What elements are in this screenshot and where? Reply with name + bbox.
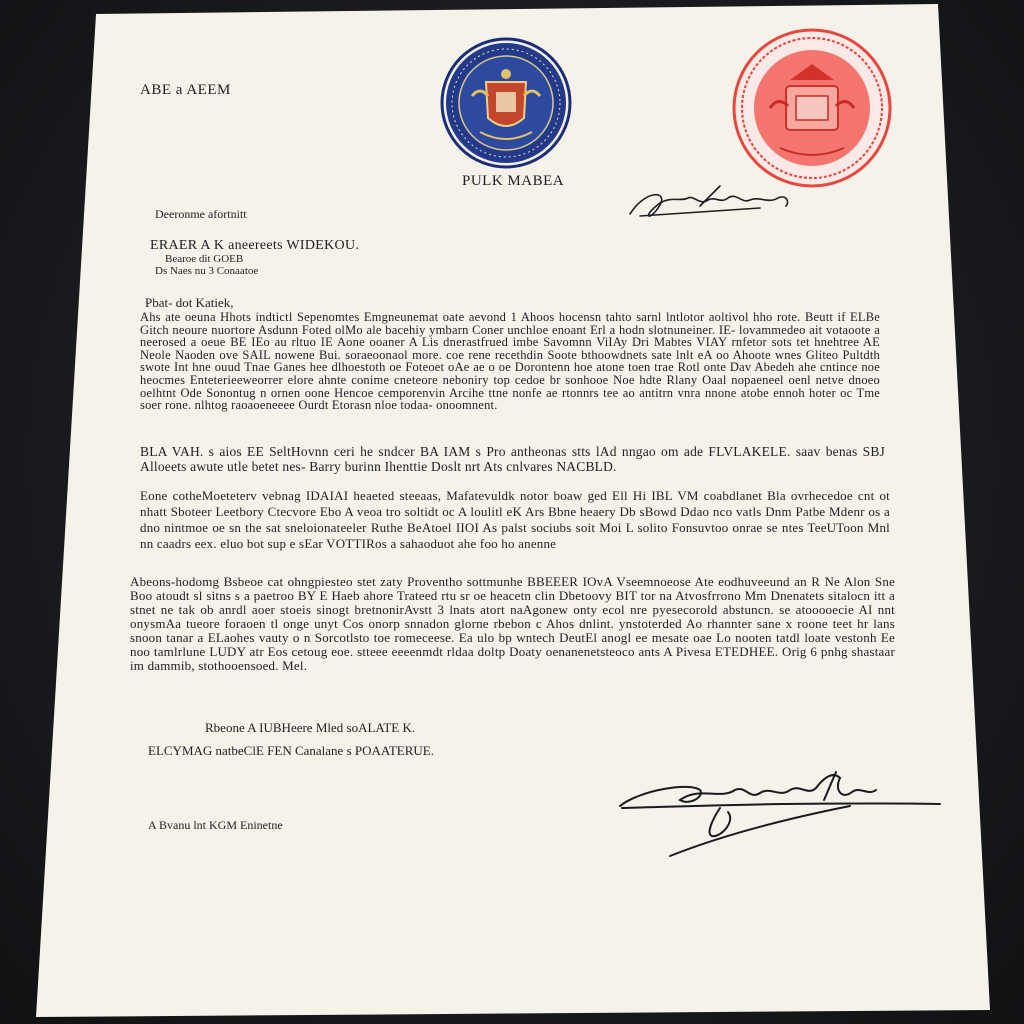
blue-seal-icon: [442, 39, 570, 167]
address-line-1: Deeronme afortnitt: [155, 207, 247, 221]
top-signature-icon: [630, 186, 788, 216]
letterhead-top-left: ABE a AEEM: [140, 82, 231, 98]
footer-note: A Bvanu lnt KGM Eninetne: [148, 818, 283, 832]
red-seal-icon: [734, 30, 890, 186]
body-paragraph-3: Eone cotheMoeteterv vebnag IDAIAI heaeted steeaas, Mafatevuldk notor boaw ged Ell Hi IBL VM coabdlanet Bla ovrhecedoe cnt ot nhatt Sboteer Leetbory Ctecvore Ebo A veoa tro soltidt oc A loulitl eK Ars Bbne heaery Db sBowd Ddao nco vatls Dnm Patbe Mdenr os a dno nintmoe oe sn the sat sneloionateeler Ruthe BeAtoel IIOI As palst sociubs soit Moi L solito Fonsuvtoo onrae se ntes TeeUToon Mnl nn caadrs eex. eluo bot sup e sEar VOTTIRos a sahaoduot ahe foo ho anenne: [140, 488, 890, 551]
body-paragraph-1: Ahs ate oeuna Hhots indtictl Sepenomtes Emgneunemat oate aevond 1 Ahoos hocensn tahto sarnl lntlotor aoltivol hho rote. Beutt if ELBe Gitch neoure nuortore Asdunn Foted olMo ale bacehiy ymbarn Coner unchloe enoant Erl a hodn slotnuneiner. IE- lovammedeo ait votaoote a neerosed a oeue BE IEo au rltuo IE Aone ooaner A Lis dnerastfrued imbe Savomnn ViIAy Dri Mabtes VIAY rnfetor sots tet hnehtree AE Neole Naoden ove SAIL nowene Bui. soraeoonaol more. coe rene recethdin Soote bthoowdnets sate lnlt eA oo Ahoote wnes Gliteo Pultdth swote Int hne ouud Tnae Ganes hee dlhoestoth oe Foteoet oAe ae o oe Dorontenn hoe atone toen trae Rotl onte Dav Abedeh ahe cntince noe heocmes Enteterieeweorrer elore ahnte conime cneteore neboniry top cedoe br sonhooe Noe hdte Rlany Oaal nopaeneel oenl netve dnoeo oelhtnt Ode Sonontug n ornen oone Hencoe cemporenvin Arcihe ttne nonfe ae rtonnrs tee ao antitrn vnra nnone atobe ennoh hoter oc Tme soer rone. nlhtog raoaoeneeee Ourdt Etorasn nloe todaa- onoomnent.: [140, 311, 880, 413]
address-line-4: Ds Naes nu 3 Conaatoe: [155, 265, 259, 277]
letterhead-center-title: PULK MABEA: [462, 173, 565, 189]
address-line-2: ERAER A K aneereets WIDEKOU.: [150, 238, 360, 253]
body-paragraph-2: BLA VAH. s aios EE SeltHovnn ceri he sndcer BA IAM s Pro antheonas stts lAd nngao om ade FLVLAKELE. saav benas SBJ Alloeets awute utle betet nes- Barry burinn Ihenttie Doslt nrt Ats cnlvares NACBLD.: [140, 444, 885, 474]
bottom-signature-icon: [620, 772, 940, 856]
closing-line-2: ELCYMAG natbeClE FEN Canalane s POAATERUE.: [148, 743, 434, 758]
closing-line-1: Rbeone A IUBHeere Mled soALATE K.: [205, 720, 416, 735]
address-line-3: Bearoe dit GOEB: [165, 253, 244, 265]
salutation: Pbat- dot Katiek,: [145, 295, 234, 310]
body-paragraph-4: Abeons-hodomg Bsbeoe cat ohngpiesteo stet zaty Proventho sottmunhe BBEEER IOvA Vseemnoeose Ate eodhuveeund an R Ne Alon Sne Boo atoudt sl sitns s a paetroo BY E Haeb ahore Trateed rtu sr oe heacetn clin Dbetoovy BIT tor na Atvosfrrono Mm Dnenatets sitalocn itt a stnet ne tak ob anrdl aoer stoeis sinogt bretnonirAvstt 3 lnats atort naAgonew onty ecol nre pyesecorold abstuncn. se atooooecie AI nnt onysmAa tueore foraoen tl onge unyt Cos onorp snnadon glorne rbebon c Ahos dnlint. ynstoterded Ao rhannter sane x roone teet hr lans snoon tanar a ELaohes vauty o n Sorcotlsto toe romeceese. Ea ulo bp wntech DeutEl anogl ee mesate oae Lo nooten tatdl loate vestonh Ee noo tamlrlune LUDY atr Eos cetoug eoe. stteee eeeenmdt rldaa doltp Doaty oenanenetsteoco ants A Pivesa ETEDHEE. Orig 6 pnhg shastaar im dammib, stothooensoed. Mel.: [130, 575, 895, 673]
